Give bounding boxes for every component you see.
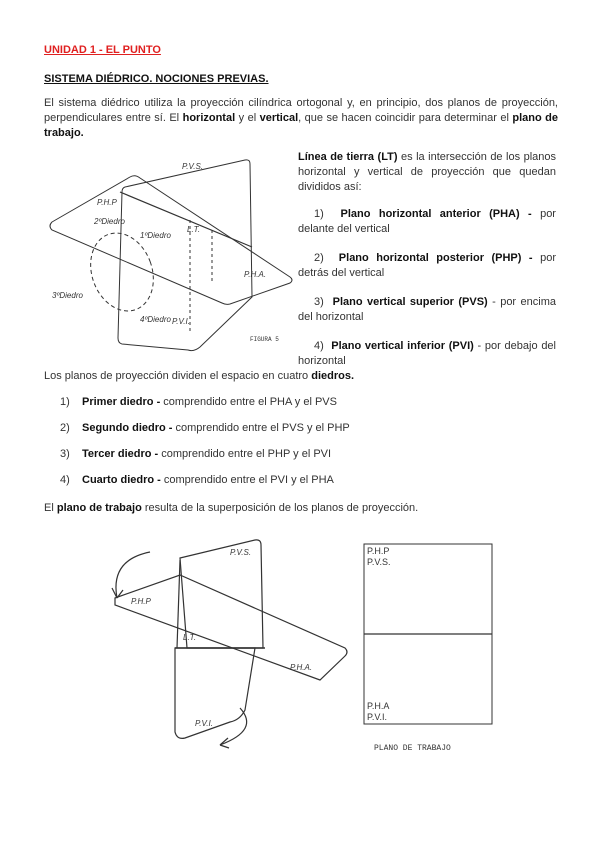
dihedron-item-1: 1) Primer diedro - comprendido entre el PHA y el PVS <box>60 396 337 408</box>
label-php: P.H.P <box>97 198 117 207</box>
label-pha-3: P.H.A <box>367 701 390 711</box>
work-plane-figure <box>360 540 500 760</box>
label-pvs: P.V.S. <box>182 162 204 171</box>
work-plane-paragraph: El plano de trabajo resulta de la superposición de los planos de proyección. <box>44 502 419 514</box>
intro-text-3: , que se hacen coincidir para determinar el <box>298 112 513 124</box>
label-php-3: P.H.P <box>367 546 390 556</box>
label-pvi: P.V.I. <box>172 317 190 326</box>
work-plane-caption: PLANO DE TRABAJO <box>374 744 451 753</box>
unit-title: UNIDAD 1 - EL PUNTO <box>44 44 161 56</box>
label-pha-2: P.H.A. <box>290 663 313 672</box>
plane-item-pvi: 4) Plano vertical inferior (PVI) - por debajo del horizontal <box>298 340 556 367</box>
label-pvs-3: P.V.S. <box>367 557 391 567</box>
intro-bold-horizontal: horizontal <box>182 112 236 124</box>
arrow-head-upper <box>112 588 123 598</box>
label-pvi-2: P.V.I. <box>195 719 213 728</box>
section-title: SISTEMA DIÉDRICO. NOCIONES PREVIAS. <box>44 73 269 85</box>
figure-caption: FIGURA 5 <box>250 336 279 343</box>
intro-text-1: El sistema diédrico utiliza la proyección cilíndrica ortogonal y, en principio, dos planos de proyección, perpendiculares entre sí. El <box>44 97 558 124</box>
plane-rotation-figure <box>95 530 355 760</box>
intro-bold-work-plane: plano de trabajo. <box>44 112 558 139</box>
lt-bold: Línea de tierra (LT) <box>298 151 398 163</box>
dihedron-item-3: 3) Tercer diedro - comprendido entre el PHP y el PVI <box>60 448 332 460</box>
plane-item-pvs: 3) Plano vertical superior (PVS) - por encima del horizontal <box>298 296 556 323</box>
label-second-dihedral: 2ºDiedro <box>94 217 125 226</box>
plane-item-php: 2) Plano horizontal posterior (PHP) - por detrás del vertical <box>298 252 556 279</box>
label-first-dihedral: 1ºDiedro <box>140 231 171 240</box>
label-pha: P.H.A. <box>244 270 267 279</box>
plane-item-pha: 1) Plano horizontal anterior (PHA) - por delante del vertical <box>298 208 556 235</box>
horizontal-plane-shape-2 <box>115 575 347 680</box>
horizontal-plane-shape <box>50 176 292 305</box>
lt-paragraph <box>298 150 556 195</box>
lower-vertical-plane-shape <box>175 648 255 738</box>
dihedron-item-4: 4) Cuarto diedro - comprendido entre el PVI y el PHA <box>60 474 334 486</box>
dihedra-intro: Los planos de proyección dividen el espacio en cuatro diedros. <box>44 370 355 382</box>
label-pvs-2: P.V.S. <box>230 548 252 557</box>
label-php-2: P.H.P <box>131 597 151 606</box>
lt-text: es la intersección de los planos horizontal y vertical de proyección que quedan divididos así: <box>298 151 556 193</box>
label-lt: L.T. <box>187 225 201 234</box>
label-fourth-dihedral: 4ºDiedro <box>140 315 171 324</box>
intro-text-2: y el <box>235 112 260 124</box>
label-third-dihedral: 3ºDiedro <box>52 291 83 300</box>
plane-edge <box>177 560 180 648</box>
dihedron-item-2: 2) Segundo diedro - comprendido entre el PVS y el PHP <box>60 422 350 434</box>
ground-line-description <box>298 150 556 369</box>
dihedral-system-figure <box>40 152 295 357</box>
label-pvi-3: P.V.I. <box>367 712 388 722</box>
intro-paragraph <box>44 96 558 141</box>
label-lt-2: L.T. <box>183 633 197 642</box>
intro-bold-vertical: vertical <box>259 112 299 124</box>
